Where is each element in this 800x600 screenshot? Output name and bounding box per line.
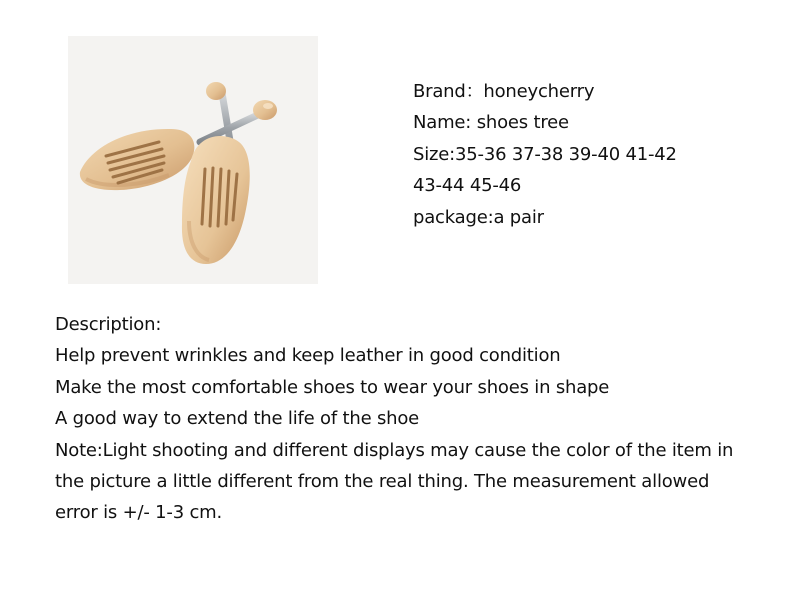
product-name-text: Name: shoes tree bbox=[413, 112, 569, 134]
package-text: package:a pair bbox=[413, 206, 544, 228]
product-description bbox=[55, 309, 755, 529]
description-line-1: Help prevent wrinkles and keep leather in good condition bbox=[55, 345, 561, 367]
brand-text: Brand：honeycherry bbox=[413, 81, 595, 102]
product-image bbox=[68, 36, 318, 284]
description-line-3: A good way to extend the life of the shoe bbox=[55, 408, 420, 430]
description-line-2: Make the most comfortable shoes to wear your shoes in shape bbox=[55, 376, 610, 398]
description-heading: Description: bbox=[55, 314, 162, 335]
description-note: Note:Light shooting and different displays may cause the color of the item in the picture a little different from the real thing. The measurement allowed error is +/- 1-3 cm. bbox=[55, 439, 734, 524]
size-text-line-2: 43-44 45-46 bbox=[413, 175, 522, 197]
shoe-tree-illustration bbox=[68, 36, 318, 284]
product-specs bbox=[413, 76, 783, 233]
size-text-line-1: Size:35-36 37-38 39-40 41-42 bbox=[413, 143, 677, 165]
